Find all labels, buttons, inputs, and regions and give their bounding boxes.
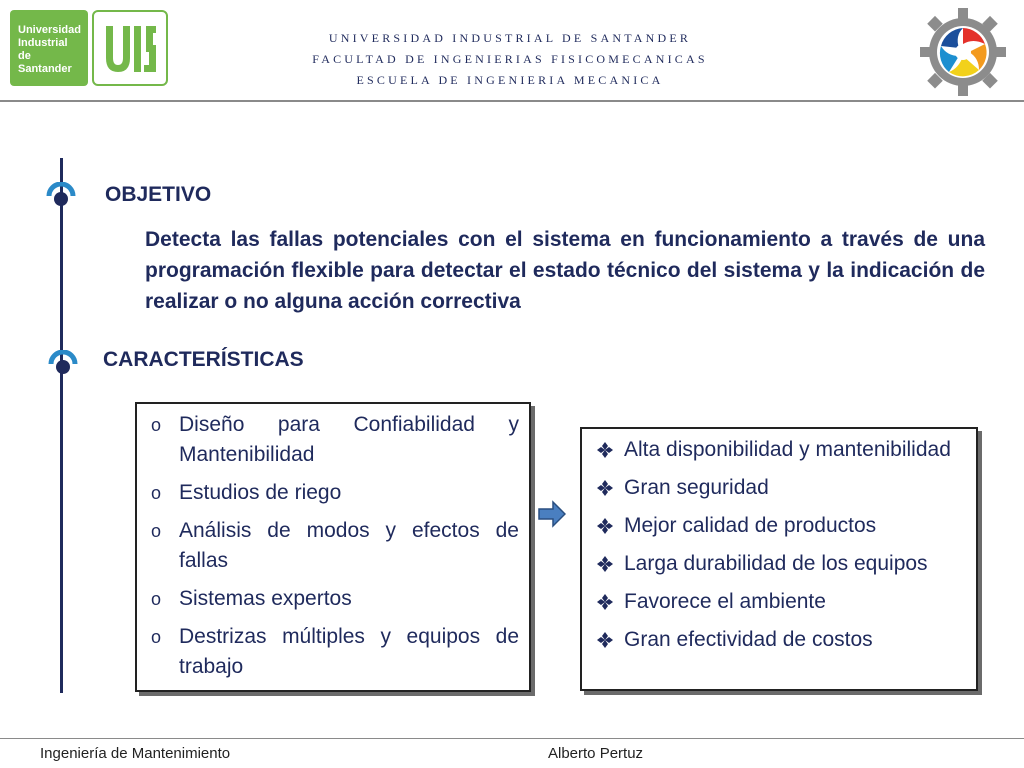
gear-logo xyxy=(918,4,1008,96)
diamond-bullet-icon xyxy=(596,555,614,573)
circle-bullet-icon: o xyxy=(151,589,162,609)
list-item-text: Gran efectividad de costos xyxy=(624,628,873,651)
header-titles xyxy=(250,28,770,91)
objective-heading: OBJETIVO xyxy=(105,183,212,206)
list-item-text: Favorece el ambiente xyxy=(624,590,826,613)
header-line-university: UNIVERSIDAD INDUSTRIAL DE SANTANDER xyxy=(328,31,692,45)
header-line-school: ESCUELA DE INGENIERIA MECANICA xyxy=(356,73,664,87)
list-item xyxy=(594,625,966,655)
list-item xyxy=(594,587,966,617)
logo-line-3: Santander xyxy=(18,63,72,75)
diamond-bullet-icon xyxy=(596,517,614,535)
header-divider xyxy=(0,100,1024,102)
footer-author: Alberto Pertuz xyxy=(548,745,644,762)
practices-box xyxy=(135,402,531,692)
arrow-right-icon xyxy=(538,500,566,528)
circle-bullet-icon: o xyxy=(151,521,162,541)
diamond-bullet-icon xyxy=(596,441,614,459)
footer-course: Ingeniería de Mantenimiento xyxy=(40,745,231,762)
list-item-text: Diseño para Confiabilidad y Mantenibilidad xyxy=(179,413,519,466)
benefits-box xyxy=(580,427,978,691)
diamond-bullet-icon xyxy=(596,593,614,611)
list-item-text: Sistemas expertos xyxy=(179,587,352,610)
list-item-text: Larga durabilidad de los equipos xyxy=(624,552,928,575)
list-item-text: Destrizas múltiples y equipos de trabajo xyxy=(179,625,519,678)
list-item-text: Análisis de modos y efectos de fallas xyxy=(179,519,519,572)
logo-line-2: Industrial de xyxy=(18,37,68,62)
circle-bullet-icon: o xyxy=(151,483,162,503)
timeline-node-icon xyxy=(46,182,76,212)
list-item-text: Mejor calidad de productos xyxy=(624,514,877,537)
features-heading: CARACTERÍSTICAS xyxy=(103,348,304,371)
circle-bullet-icon: o xyxy=(151,415,162,435)
list-item xyxy=(594,473,966,503)
universidad-logo xyxy=(10,10,88,86)
list-item xyxy=(147,478,519,508)
list-item xyxy=(594,435,966,465)
list-item-text: Estudios de riego xyxy=(179,481,342,504)
header-line-faculty: FACULTAD DE INGENIERIAS FISICOMECANICAS xyxy=(312,52,708,66)
uis-logo xyxy=(92,10,168,86)
list-item xyxy=(594,549,966,579)
list-item xyxy=(594,511,966,541)
diamond-bullet-icon xyxy=(596,479,614,497)
list-item xyxy=(147,622,519,682)
list-item xyxy=(147,516,519,576)
list-item xyxy=(147,410,519,470)
logo-line-1: Universidad xyxy=(18,24,81,36)
list-item xyxy=(147,584,519,614)
list-item-text: Alta disponibilidad y mantenibilidad xyxy=(624,438,951,461)
diamond-bullet-icon xyxy=(596,631,614,649)
circle-bullet-icon: o xyxy=(151,627,162,647)
objective-text: Detecta las fallas potenciales con el sistema en funcionamiento a través de una programación flexible para detectar el estado técnico del sistema y la indicación de realizar o no alguna acción correctiva xyxy=(145,228,985,313)
list-item-text: Gran seguridad xyxy=(624,476,769,499)
footer-divider xyxy=(0,738,1024,739)
timeline-node-icon xyxy=(48,350,78,380)
timeline-line xyxy=(60,158,63,693)
